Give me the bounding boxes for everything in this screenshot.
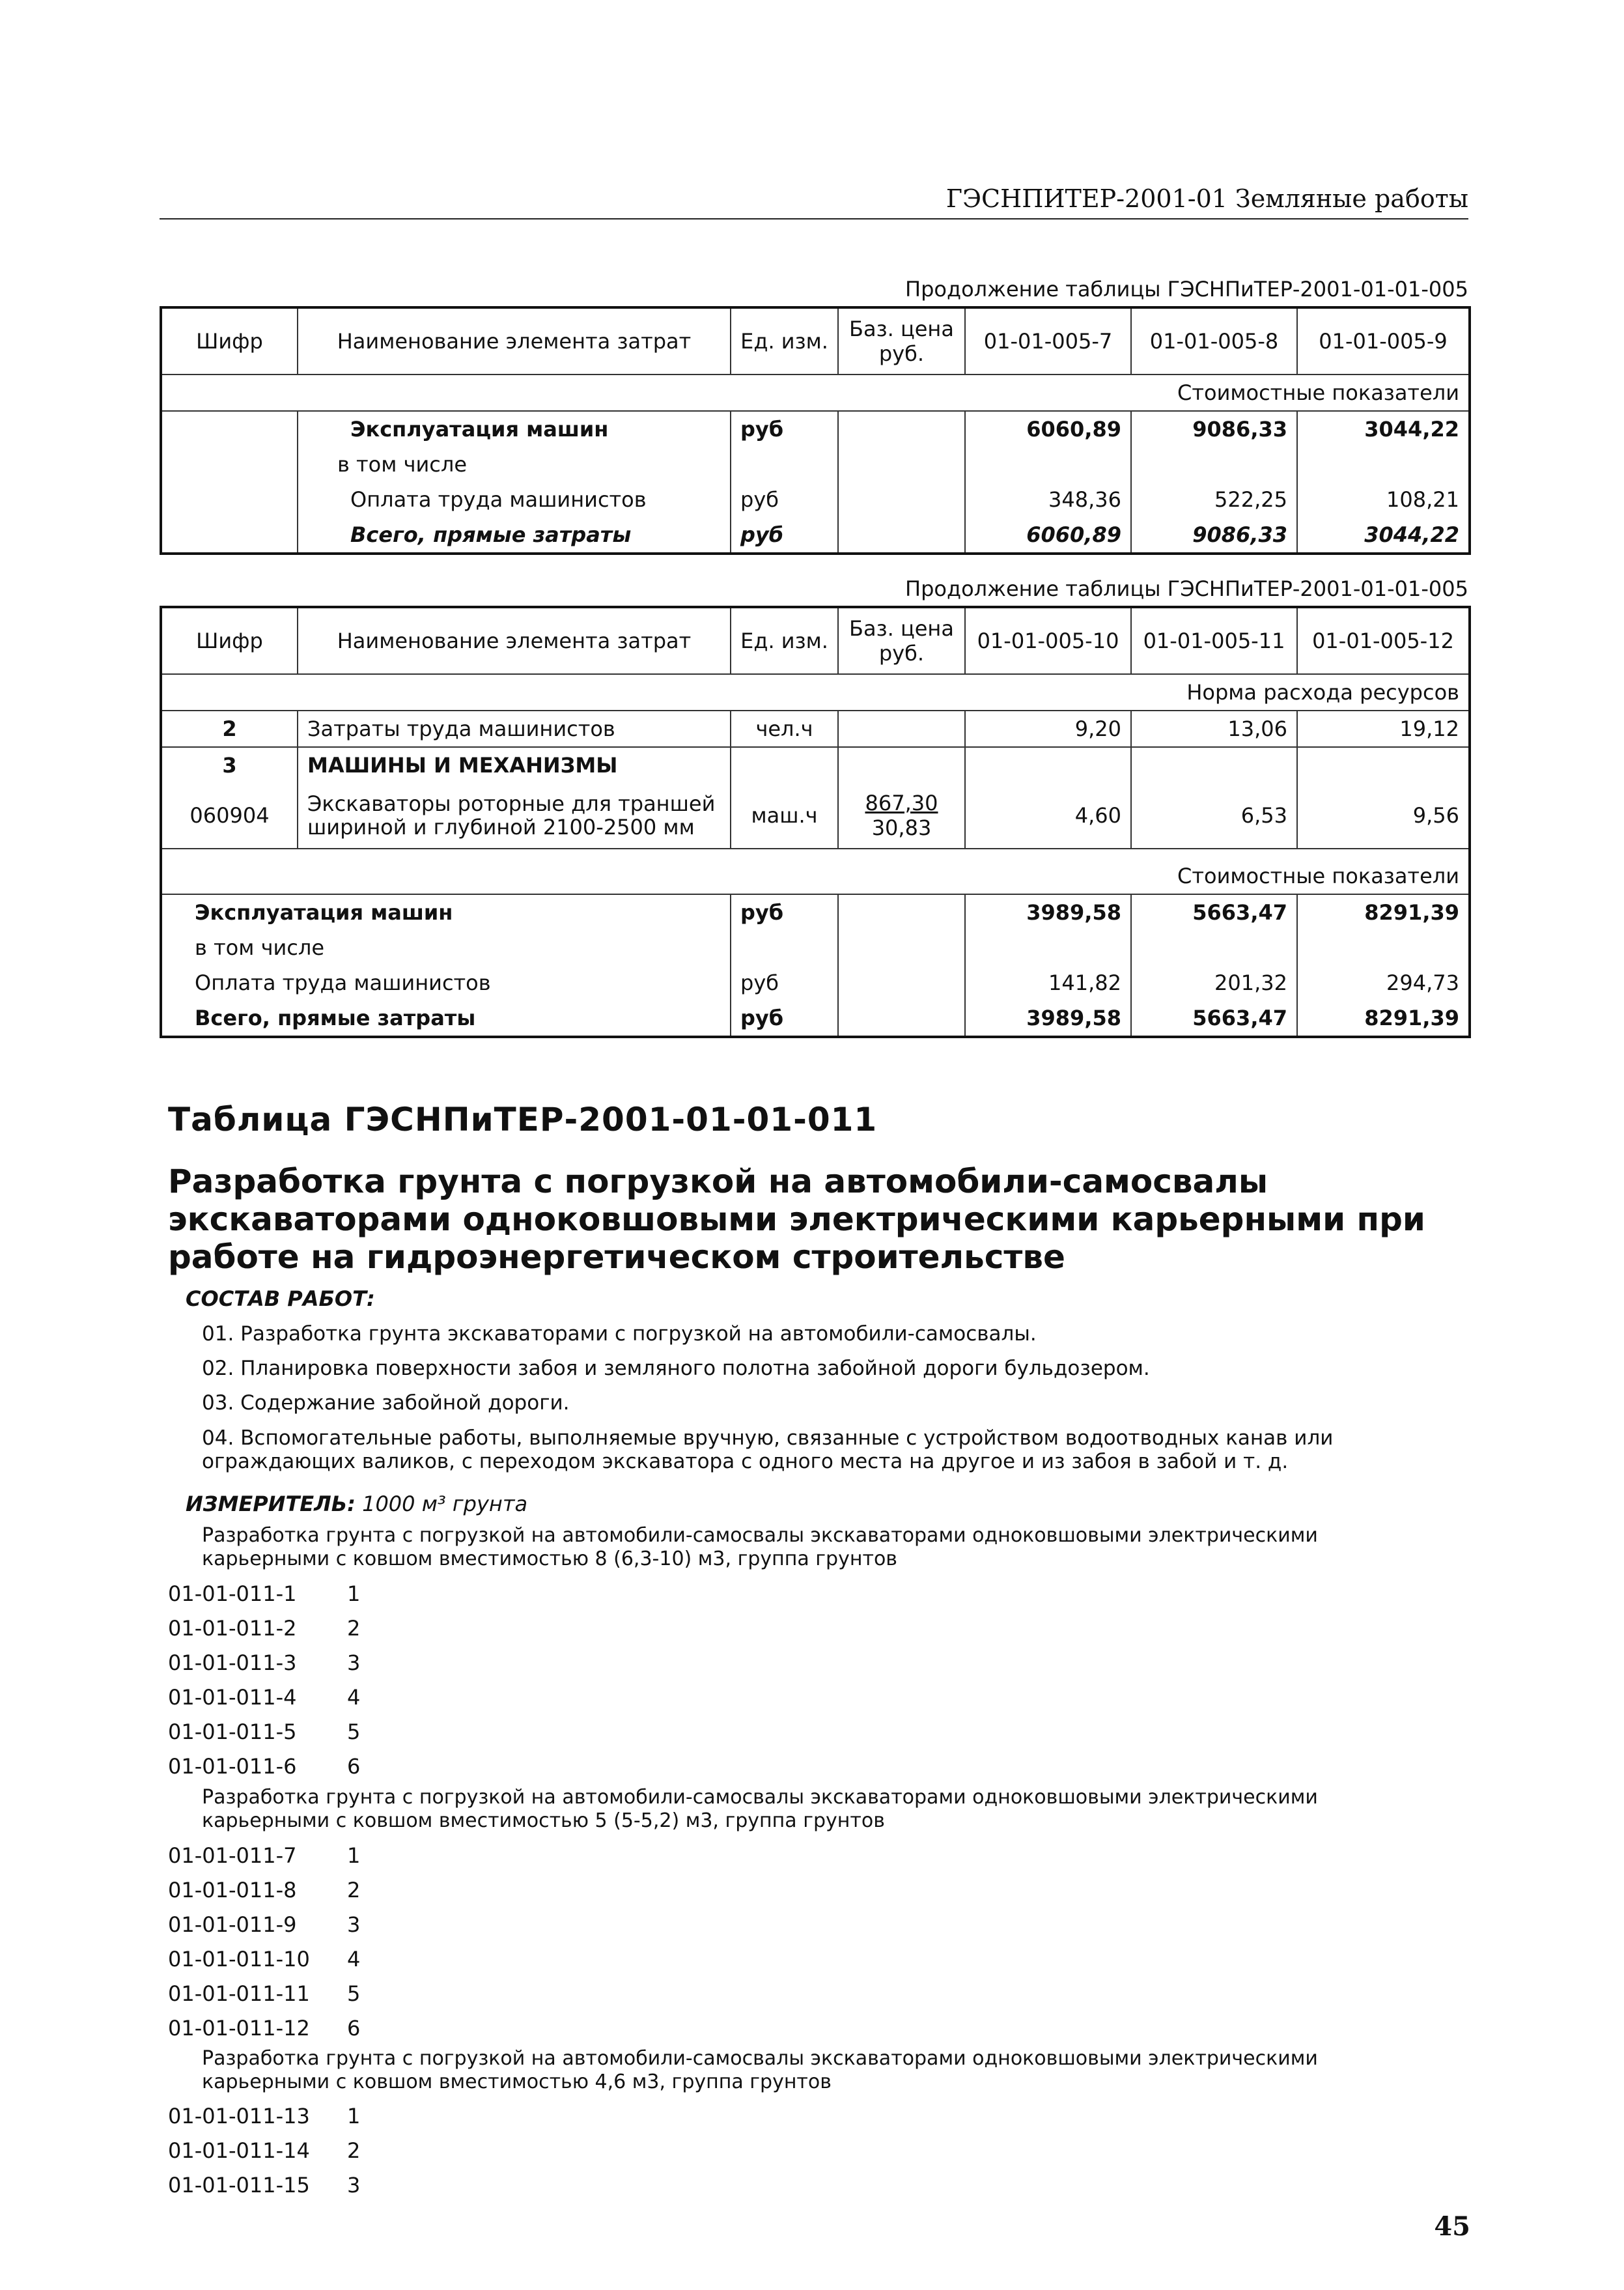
- col-header: 01-01-005-9: [1297, 307, 1470, 375]
- table1: [160, 306, 1471, 555]
- list-item: 01-01-011-8 2: [168, 1878, 361, 1902]
- table-row: 060904 Экскаваторы роторные для траншей шириной и глубиной 2100-2500 мм маш.ч 867,30 30,83 4,60 6,53 9,56: [161, 783, 1470, 849]
- work-item: 01. Разработка грунта экскаваторами с погрузкой на автомобили-самосвалы.: [202, 1322, 1037, 1346]
- table-row: в том числе: [161, 447, 1470, 482]
- list-item: 01-01-011-15 3: [168, 2173, 361, 2198]
- group-description: Разработка грунта с погрузкой на автомобили-самосвалы экскаваторами одноковшовыми электрическими карьерными с ковшом вместимостью 5 (5-5,2) м3, группа грунтов: [202, 1786, 1318, 1832]
- col-header: 01-01-005-8: [1131, 307, 1297, 375]
- table-row: Эксплуатация машин руб 3989,58 5663,47 8291,39: [161, 894, 1470, 930]
- list-item: 01-01-011-14 2: [168, 2138, 361, 2163]
- list-item: 01-01-011-10 4: [168, 1947, 361, 1972]
- table-row: в том числе: [161, 930, 1470, 965]
- table1-header-row: [161, 307, 1470, 375]
- table-row: 3 МАШИНЫ И МЕХАНИЗМЫ: [161, 747, 1470, 783]
- work-item: 04. Вспомогательные работы, выполняемые вручную, связанные с устройством водоотводных канав или ограждающих валиков, с переходом экскаватора с одного места на другое и из забоя в забой и т. д.: [202, 1426, 1334, 1473]
- col-header: Ед. изм.: [731, 607, 838, 674]
- table1-continuation: Продолжение таблицы ГЭСНПиТЕР-2001-01-01-005: [905, 277, 1468, 302]
- col-header: 01-01-005-10: [965, 607, 1131, 674]
- measure-label: ИЗМЕРИТЕЛЬ:: [186, 1491, 356, 1516]
- col-header: 01-01-005-11: [1131, 607, 1297, 674]
- col-header: 01-01-005-7: [965, 307, 1131, 375]
- section-title: Разработка грунта с погрузкой на автомобили-самосвалы экскаваторами одноковшовыми электрическими карьерными при работе на гидроэнергетическом строительстве: [168, 1163, 1425, 1276]
- list-item: 01-01-011-1 1: [168, 1581, 361, 1606]
- group-description: Разработка грунта с погрузкой на автомобили-самосвалы экскаваторами одноковшовыми электрическими карьерными с ковшом вместимостью 8 (6,3-10) м3, группа грунтов: [202, 1524, 1318, 1570]
- page-number: 45: [1434, 2211, 1470, 2242]
- base-price-total: 867,30: [865, 791, 938, 815]
- base-price-wages: 30,83: [871, 815, 932, 840]
- work-item: 02. Планировка поверхности забоя и земляного полотна забойной дороги бульдозером.: [202, 1357, 1150, 1380]
- list-item: 01-01-011-3 3: [168, 1650, 361, 1675]
- col-header: Шифр: [161, 607, 298, 674]
- table2-continuation: Продолжение таблицы ГЭСНПиТЕР-2001-01-01-005: [905, 576, 1468, 601]
- list-item: 01-01-011-12 6: [168, 2016, 361, 2041]
- list-item: 01-01-011-9 3: [168, 1912, 361, 1937]
- table2-header-row: [161, 607, 1470, 674]
- table-row: 2 Затраты труда машинистов чел.ч 9,20 13,06 19,12: [161, 711, 1470, 747]
- col-header: 01-01-005-12: [1297, 607, 1470, 674]
- table-row: Оплата труда машинистов руб 348,36 522,25 108,21: [161, 482, 1470, 517]
- col-header: Наименование элемента затрат: [298, 307, 731, 375]
- table-row: Всего, прямые затраты руб 3989,58 5663,47 8291,39: [161, 1000, 1470, 1037]
- cost-band-label: Стоимостные показатели: [161, 375, 1470, 411]
- table-row: Оплата труда машинистов руб 141,82 201,32 294,73: [161, 965, 1470, 1000]
- norm-band-label: Норма расхода ресурсов: [161, 674, 1470, 711]
- col-header: Шифр: [161, 307, 298, 375]
- sostav-label: СОСТАВ РАБОТ:: [186, 1286, 375, 1311]
- list-item: 01-01-011-4 4: [168, 1685, 361, 1710]
- col-header: Наименование элемента затрат: [298, 607, 731, 674]
- table-title: Таблица ГЭСНПиТЕР-2001-01-01-011: [168, 1101, 878, 1138]
- table2: [160, 606, 1471, 1038]
- list-item: 01-01-011-7 1: [168, 1843, 361, 1868]
- col-header: Баз. цена руб.: [838, 607, 965, 674]
- table-row: Эксплуатация машин руб 6060,89 9086,33 3044,22: [161, 411, 1470, 447]
- list-item: 01-01-011-2 2: [168, 1616, 361, 1641]
- col-header: Баз. цена руб.: [838, 307, 965, 375]
- list-item: 01-01-011-5 5: [168, 1719, 361, 1744]
- page-header: ГЭСНПИТЕР-2001-01 Земляные работы: [160, 186, 1468, 219]
- measure-line: [186, 1491, 527, 1516]
- measure-value: 1000 м³ грунта: [362, 1491, 528, 1516]
- list-item: 01-01-011-11 5: [168, 1981, 361, 2006]
- list-item: 01-01-011-6 6: [168, 1754, 361, 1779]
- work-item: 03. Содержание забойной дороги.: [202, 1391, 570, 1415]
- group-description: Разработка грунта с погрузкой на автомобили-самосвалы экскаваторами одноковшовыми электрическими карьерными с ковшом вместимостью 4,6 м3, группа грунтов: [202, 2047, 1318, 2093]
- table-row: Всего, прямые затраты руб 6060,89 9086,33 3044,22: [161, 517, 1470, 554]
- cost-band-label: Стоимостные показатели: [161, 858, 1470, 894]
- col-header: Ед. изм.: [731, 307, 838, 375]
- list-item: 01-01-011-13 1: [168, 2104, 361, 2128]
